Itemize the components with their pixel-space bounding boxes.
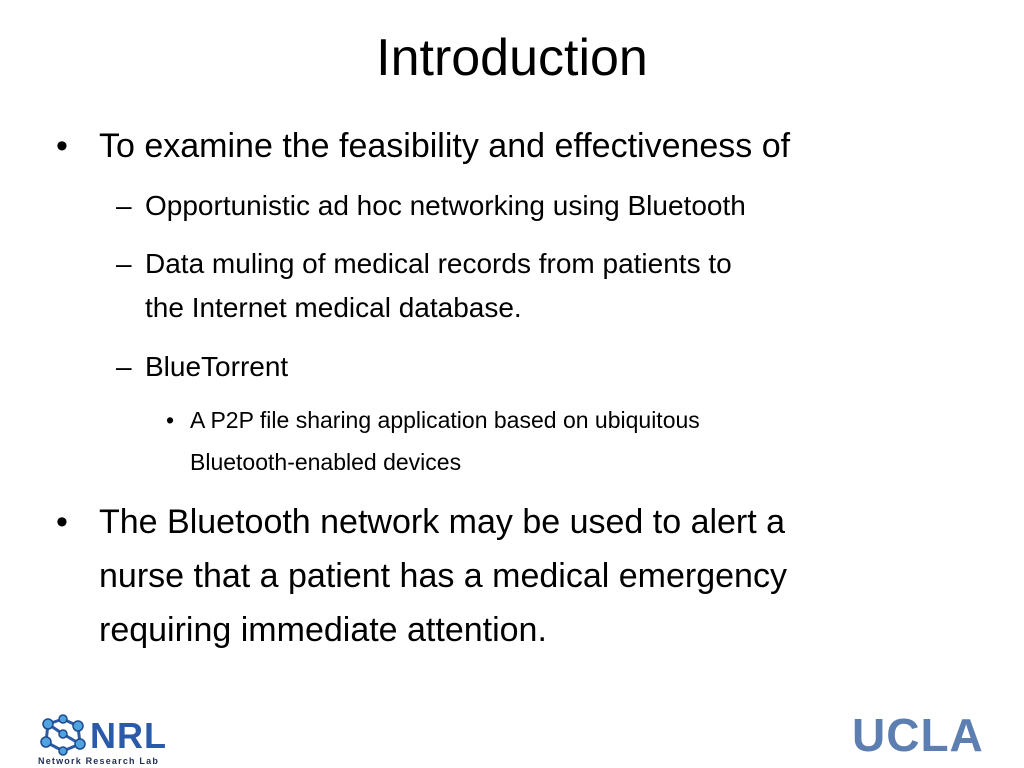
nrl-logo-subtitle: Network Research Lab xyxy=(38,756,160,766)
sub-bullet-text: BlueTorrent xyxy=(145,351,289,382)
sub-bullet-text: Data muling of medical records from patients to xyxy=(145,248,732,279)
sub-sub-bullet-text-continued: Bluetooth-enabled devices xyxy=(190,449,462,475)
bullet-text-continued: requiring immediate attention. xyxy=(99,611,547,649)
sub-bullet-text-continued: the Internet medical database. xyxy=(145,292,522,323)
bullet-text: To examine the feasibility and effectiveness of xyxy=(99,127,791,165)
bullet-text-continued: nurse that a patient has a medical emergency xyxy=(99,557,787,595)
slide-title: Introduction xyxy=(376,29,648,87)
bullet-marker: • xyxy=(56,127,68,165)
ucla-logo: UCLA xyxy=(852,709,984,761)
dash-marker: – xyxy=(116,248,132,279)
nrl-logo-text: NRL xyxy=(90,715,167,756)
network-nodes-icon xyxy=(38,714,88,756)
bullet-marker: • xyxy=(56,503,68,541)
bullet-marker: • xyxy=(166,407,175,433)
sub-bullet-text: Opportunistic ad hoc networking using Bluetooth xyxy=(145,190,746,221)
nrl-logo xyxy=(38,712,198,764)
dash-marker: – xyxy=(116,351,132,382)
dash-marker: – xyxy=(116,190,132,221)
bullet-text: The Bluetooth network may be used to alert a xyxy=(99,503,786,541)
sub-sub-bullet-text: A P2P file sharing application based on ubiquitous xyxy=(190,407,700,433)
